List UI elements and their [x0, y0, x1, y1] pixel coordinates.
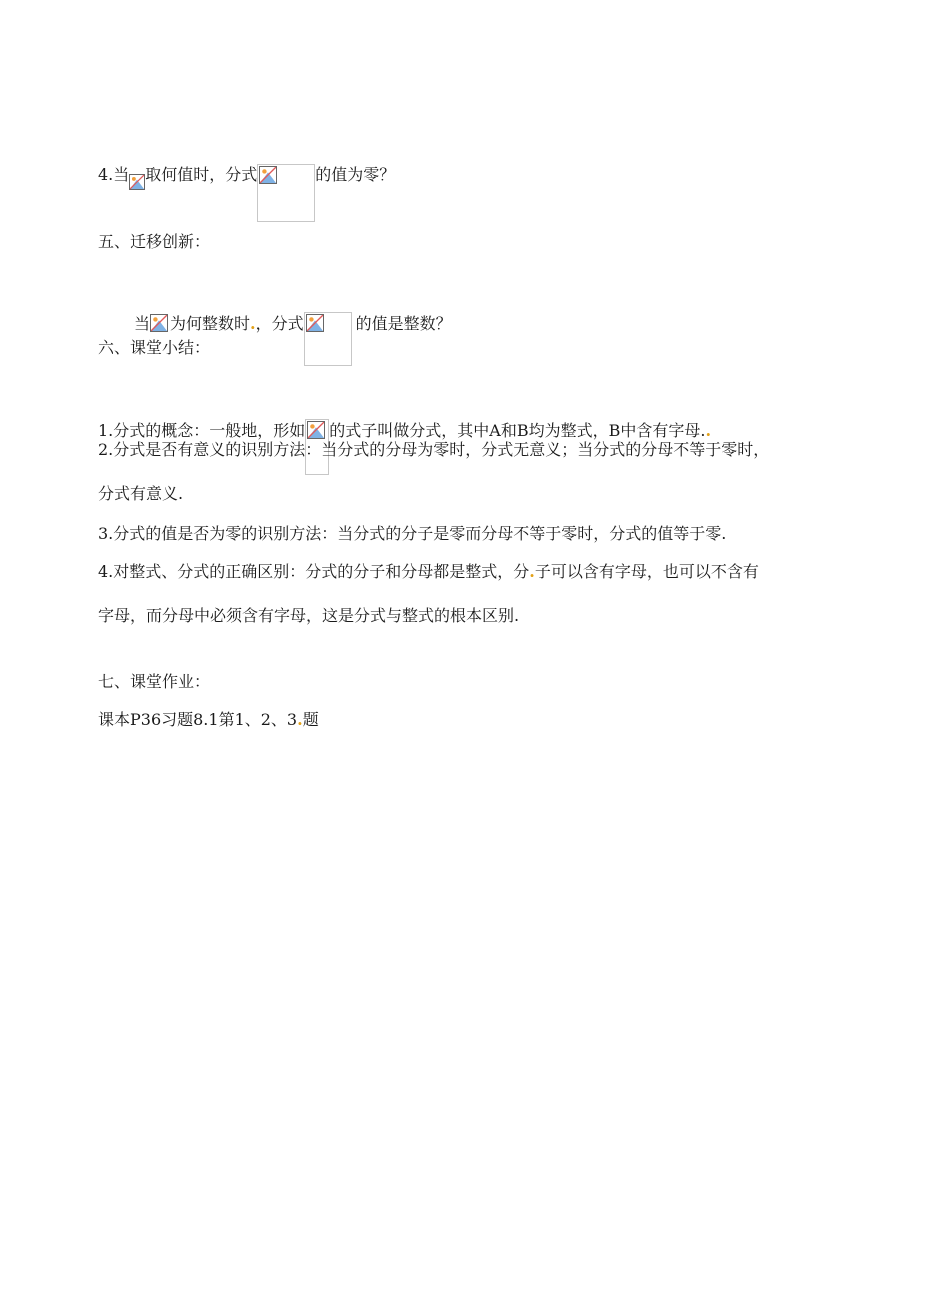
section-5-text-b: 为何整数时 — [170, 314, 251, 333]
section-5-text-a: 当 — [134, 314, 151, 333]
broken-image-icon — [129, 174, 145, 190]
homework-text-b: 题 — [302, 710, 319, 729]
question-4-text-a: 4.当 — [98, 165, 130, 184]
section-5-title: 五、迁移创新： — [98, 232, 211, 251]
variable-image — [129, 174, 145, 190]
question-4 — [98, 128, 395, 222]
marker-dot: . — [250, 314, 256, 333]
fraction-image — [304, 312, 352, 366]
summary-item-2-line-2: 分式有意义. — [98, 484, 184, 503]
broken-image-icon — [307, 421, 325, 439]
question-4-text-c: 的值为零？ — [315, 165, 396, 184]
homework-line — [98, 710, 319, 730]
summary-item-1-text-b: 的式子叫做分式，其中A和B均为整式，B中含有字母. — [329, 421, 706, 440]
marker-dot: . — [297, 710, 303, 729]
question-4-text-b: 取何值时，分式 — [145, 165, 258, 184]
summary-item-2-line-1: 2.分式是否有意义的识别方法：当分式的分母为零时，分式无意义；当分式的分母不等于零时， — [98, 440, 770, 459]
section-5-text-d: 的值是整数？ — [355, 314, 452, 333]
broken-image-icon — [306, 314, 324, 332]
summary-item-4-text-b: 子可以含有字母，也可以不含有 — [534, 562, 759, 581]
section-6-title: 六、课堂小结： — [98, 338, 211, 357]
section-7-title: 七、课堂作业： — [98, 672, 211, 691]
summary-item-4-line-2: 字母，而分母中必须含有字母，这是分式与整式的根本区别. — [98, 606, 520, 625]
summary-item-1-text-a: 1.分式的概念：一般地，形如 — [98, 421, 306, 440]
broken-image-icon — [150, 314, 168, 332]
section-5-text-c: ，分式 — [255, 314, 304, 333]
fraction-image — [257, 164, 315, 222]
homework-text-a: 课本P36习题8.1第1、2、3 — [98, 710, 298, 729]
variable-image — [150, 314, 170, 334]
summary-item-4-text-a: 4.对整式、分式的正确区别：分式的分子和分母都是整式，分 — [98, 562, 530, 581]
summary-item-1 — [98, 387, 711, 475]
marker-dot: . — [705, 421, 712, 440]
broken-image-icon — [259, 166, 277, 184]
summary-item-4-line-1 — [98, 562, 759, 582]
summary-item-3: 3.分式的值是否为零的识别方法：当分式的分子是零而分母不等于零时，分式的值等于零. — [98, 524, 727, 543]
marker-dot: . — [529, 562, 535, 581]
